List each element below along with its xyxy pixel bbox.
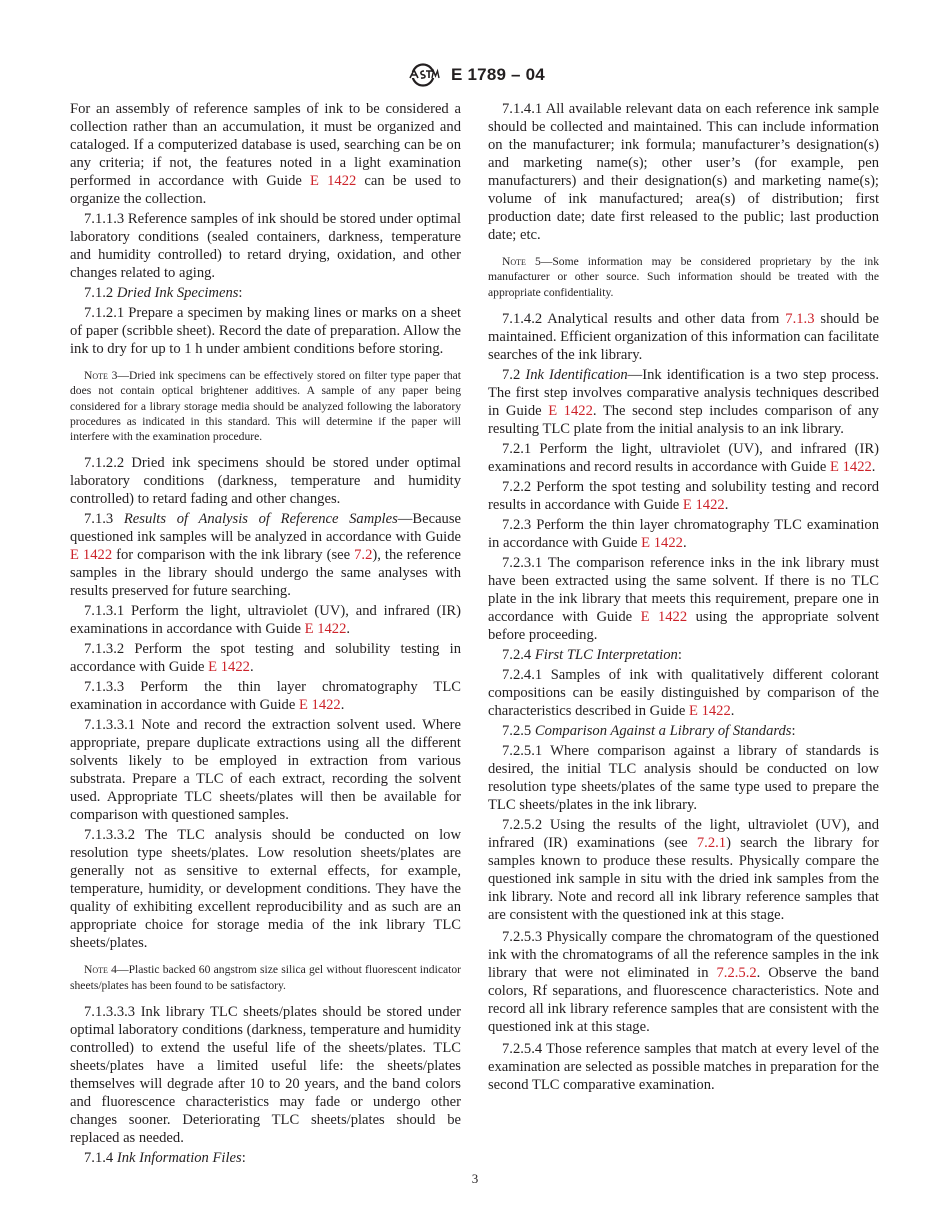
reference-link[interactable]: E 1422: [70, 547, 113, 564]
text-run: :: [238, 285, 243, 301]
text-run: 4—Plastic backed 60 angstrom size silica gel without fluorescent indicator sheets/plates has been found to be satisfactory.: [70, 963, 461, 992]
text-run: can be used to organize the collection.: [70, 173, 461, 207]
text-run: ) search the library for samples known to produce these results. Physically compare the questioned ink sample in situ with the dried ink samples from the ink library. Note and record all ink library reference samples that are consistent with the questioned ink at this stage.: [488, 834, 879, 923]
section-paragraph: [70, 678, 461, 714]
section-paragraph: [488, 554, 879, 644]
text-run: 7.2.3 Perform the thin layer chromatography TLC examination in accordance with Guide: [488, 516, 879, 551]
section-title: Comparison Against a Library of Standards: [534, 722, 792, 739]
text-run: .: [871, 458, 876, 475]
reference-link[interactable]: E 1422: [641, 534, 683, 551]
section-title: First TLC Interpretation: [534, 646, 678, 663]
text-run: 7.1.2.2 Dried ink specimens should be stored under optimal laboratory conditions (darkness, temperature and humidity controlled) to retard fading and other changes.: [70, 455, 461, 508]
text-run: 7.1.2: [84, 285, 117, 301]
text-run: 7.2.4.1 Samples of ink with qualitatively different colorant compositions can be easily distinguished by comparison of the characteristics described in Guide: [488, 666, 879, 719]
reference-link[interactable]: 7.1.3: [785, 310, 815, 327]
text-run: :: [791, 722, 796, 739]
note-label: Note: [84, 963, 108, 977]
text-run: For an assembly of reference samples of ink to be considered a collection rather than an accumulation, it must be organized and cataloged. If a computerized database is used, searching can be on any criteria; if not, the features noted in a light examination performed in accordance with Guide: [70, 101, 461, 189]
section-title: Ink Information Files: [116, 1150, 242, 1167]
text-run: 7.2.5: [502, 722, 535, 739]
section-paragraph: [488, 928, 879, 1036]
text-run: 7.1.4.1 All available relevant data on each reference ink sample should be collected and maintained. This can include information on the manufacturer; ink formula; manufacturer’s designation(s) and marketing name(s); other user’s (for example, pen manufacturers) and their designation(s) and marketing name(s); volume of ink manufactured; area(s) of distribution; first production date; date first released to the public; last production date; etc.: [488, 101, 879, 243]
reference-link[interactable]: E 1422: [208, 659, 250, 676]
text-run: 5—Some information may be considered proprietary by the ink manufacturer or other source. Such information should be treated with the appropriate confidentiality.: [488, 255, 879, 299]
text-run: 7.2.5.1 Where comparison against a library of standards is desired, the initial TLC analysis should be conducted on low resolution type sheets/plates of the same type used to prepare the TLC sheets/plates in the ink library.: [488, 742, 879, 813]
text-run: 7.2.3.1 The comparison reference inks in the ink library must have been extracted using the same solvent. If there is no TLC plate in the ink library that meets this requirement, prepare one in accordance with Guide: [488, 554, 879, 625]
text-run: 7.2.5.2 Using the results of the light, ultraviolet (UV), and infrared (IR) examinations (see: [488, 816, 879, 851]
section-paragraph: [488, 816, 879, 924]
page-number: 3: [471, 1171, 479, 1186]
section-paragraph: [70, 826, 461, 952]
text-run: .: [682, 534, 687, 551]
text-run: 7.1.3.3.1 Note and record the extraction solvent used. Where appropriate, prepare duplicate extractions using all the different solvents likely to be employed in extraction from various substrata. Prepare a TLC of each extract, recording the solvent used. Appropriate TLC sheets/plates will then be available for comparison with questioned samples.: [70, 717, 461, 824]
standard-designation: E 1789 – 04: [451, 65, 545, 84]
reference-link[interactable]: E 1422: [310, 173, 357, 189]
text-run: :: [241, 1150, 246, 1167]
reference-link[interactable]: E 1422: [682, 496, 725, 513]
page-header: [0, 62, 950, 90]
reference-link[interactable]: E 1422: [640, 608, 688, 625]
text-run: —Because questioned ink samples will be analyzed in accordance with Guide: [70, 511, 461, 546]
text-run: 7.2.4: [502, 646, 535, 663]
reference-link[interactable]: E 1422: [830, 458, 872, 475]
section-paragraph: [488, 478, 879, 514]
text-run: 7.2.5.3 Physically compare the chromatogram of the questioned ink with the chromatograms of all the reference samples in the ink library that were not eliminated in: [488, 928, 879, 981]
reference-link[interactable]: E 1422: [689, 702, 731, 719]
text-run: 7.1.2.1 Prepare a specimen by making lines or marks on a sheet of paper (scribble sheet). Record the date of preparation. Allow the ink to dry for up to 1 h under ambient conditions before storing.: [70, 305, 461, 357]
text-run: 7.1.1.3 Reference samples of ink should be stored under optimal laboratory conditions (sealed containers, darkness, temperature and humidity controlled) to retard drying, oxidation, and other changes related to aging.: [70, 211, 461, 281]
reference-link[interactable]: 7.2: [354, 547, 373, 564]
text-run: —Ink identification is a two step process. The first step involves comparative analysis techniques described in Guide: [488, 366, 879, 419]
section-paragraph: [70, 210, 461, 282]
text-run: .: [340, 697, 345, 714]
section-paragraph: [488, 516, 879, 552]
section-paragraph: [70, 1003, 461, 1147]
section-paragraph: [488, 646, 879, 664]
right-column: [488, 100, 879, 1096]
note-paragraph: [70, 962, 461, 993]
note-paragraph: [488, 254, 879, 300]
text-run: 3—Dried ink specimens can be effectively stored on filter type paper that does not contain optical brightener additives. A sample of any paper being considered for a library storage media should be analyzed following the laboratory procedures as indicated in this standard. This will determine if the paper will interfere with the examination procedure.: [70, 369, 461, 444]
section-title: Ink Identification: [525, 366, 628, 383]
astm-logo-icon: [405, 62, 441, 88]
text-run: 7.1.3.2 Perform the spot testing and solubility testing in accordance with Guide: [70, 641, 461, 676]
reference-link[interactable]: 7.2.5.2: [716, 964, 757, 981]
text-run: 7.1.3.3 Perform the thin layer chromatography TLC examination in accordance with Guide: [70, 679, 461, 714]
section-paragraph: [488, 310, 879, 364]
section-title: Results of Analysis of Reference Samples: [123, 511, 398, 528]
section-paragraph: [488, 100, 879, 244]
section-paragraph: [70, 454, 461, 508]
text-run: :: [677, 646, 682, 663]
note-label: Note: [502, 255, 526, 268]
text-run: 7.2.2 Perform the spot testing and solubility testing and record results in accordance with Guide: [488, 478, 879, 513]
section-paragraph: [488, 742, 879, 814]
section-paragraph: [70, 284, 461, 302]
section-paragraph: [488, 1040, 879, 1094]
reference-link[interactable]: E 1422: [548, 402, 593, 419]
text-run: 7.2: [502, 366, 526, 383]
section-paragraph: [488, 666, 879, 720]
reference-link[interactable]: E 1422: [298, 697, 341, 714]
text-run: .: [724, 496, 729, 513]
text-run: 7.1.3.3.2 The TLC analysis should be conducted on low resolution type sheets/plates. Low resolution sheets/plates are generally not as sensitive to external effects, for example, temperature, humidity, or development conditions. They have the quality of exhibiting excellent reproducibility and as such are an appropriate choice for storage media of the ink library TLC sheets/plates.: [70, 827, 461, 952]
text-run: using the appropriate solvent before proceeding.: [488, 608, 879, 643]
reference-link[interactable]: 7.2.1: [696, 834, 727, 851]
text-run: should be maintained. Efficient organization of this information can facilitate searches of the ink library.: [488, 310, 879, 363]
text-run: .: [249, 659, 254, 676]
section-paragraph: [488, 722, 879, 740]
text-run: 7.2.5.4 Those reference samples that match at every level of the examination are selected as possible matches in preparation for the second TLC comparative examination.: [488, 1040, 879, 1093]
section-paragraph: [70, 716, 461, 824]
text-run: 7.1.4.2 Analytical results and other data from: [502, 310, 786, 327]
section-paragraph: [488, 366, 879, 438]
section-paragraph: [70, 640, 461, 676]
text-run: 7.1.3.3.3 Ink library TLC sheets/plates should be stored under optimal laboratory conditions (darkness, temperature and humidity controlled) to extend the useful life of the sheets/plates. TLC sheets/plates have a limited useful life: the sheets/plates themselves will degrade after 10 to 20 years, and the band colors and fluorescence characteristics may fade or undergo other changes sooner. Deteriorating TLC sheets/plates should be replaced as needed.: [70, 1004, 461, 1147]
section-paragraph: [70, 602, 461, 638]
section-paragraph: [70, 304, 461, 358]
text-run: for comparison with the ink library (see: [112, 547, 355, 564]
text-run: 7.1.3.1 Perform the light, ultraviolet (UV), and infrared (IR) examinations in accordance with Guide: [70, 603, 461, 638]
section-paragraph: [488, 440, 879, 476]
text-run: .: [346, 621, 351, 638]
text-run: .: [730, 702, 735, 719]
text-run: 7.2.1 Perform the light, ultraviolet (UV), and infrared (IR) examinations and record results in accordance with Guide: [488, 440, 879, 475]
section-paragraph: [70, 510, 461, 600]
note-paragraph: [70, 368, 461, 444]
reference-link[interactable]: E 1422: [304, 621, 347, 638]
section-paragraph: [70, 1149, 461, 1167]
continued-paragraph: [70, 100, 461, 208]
text-run: . Observe the band colors, Rf separations, and fluorescence characteristics. Note and record all ink library reference samples that are consistent with the questioned ink at this stage.: [488, 964, 879, 1035]
text-run: 7.1.4: [84, 1150, 117, 1167]
section-title: Dried Ink Specimens: [116, 285, 239, 301]
text-run: 7.1.3: [84, 511, 124, 528]
text-run: ), the reference samples in the library should undergo the same analyses with results preserved for future searching.: [70, 547, 461, 600]
left-column: [70, 100, 461, 1169]
note-label: Note: [84, 369, 108, 382]
text-run: . The second step includes comparison of any resulting TLC plate from the initial analysis to an ink library.: [488, 402, 879, 437]
